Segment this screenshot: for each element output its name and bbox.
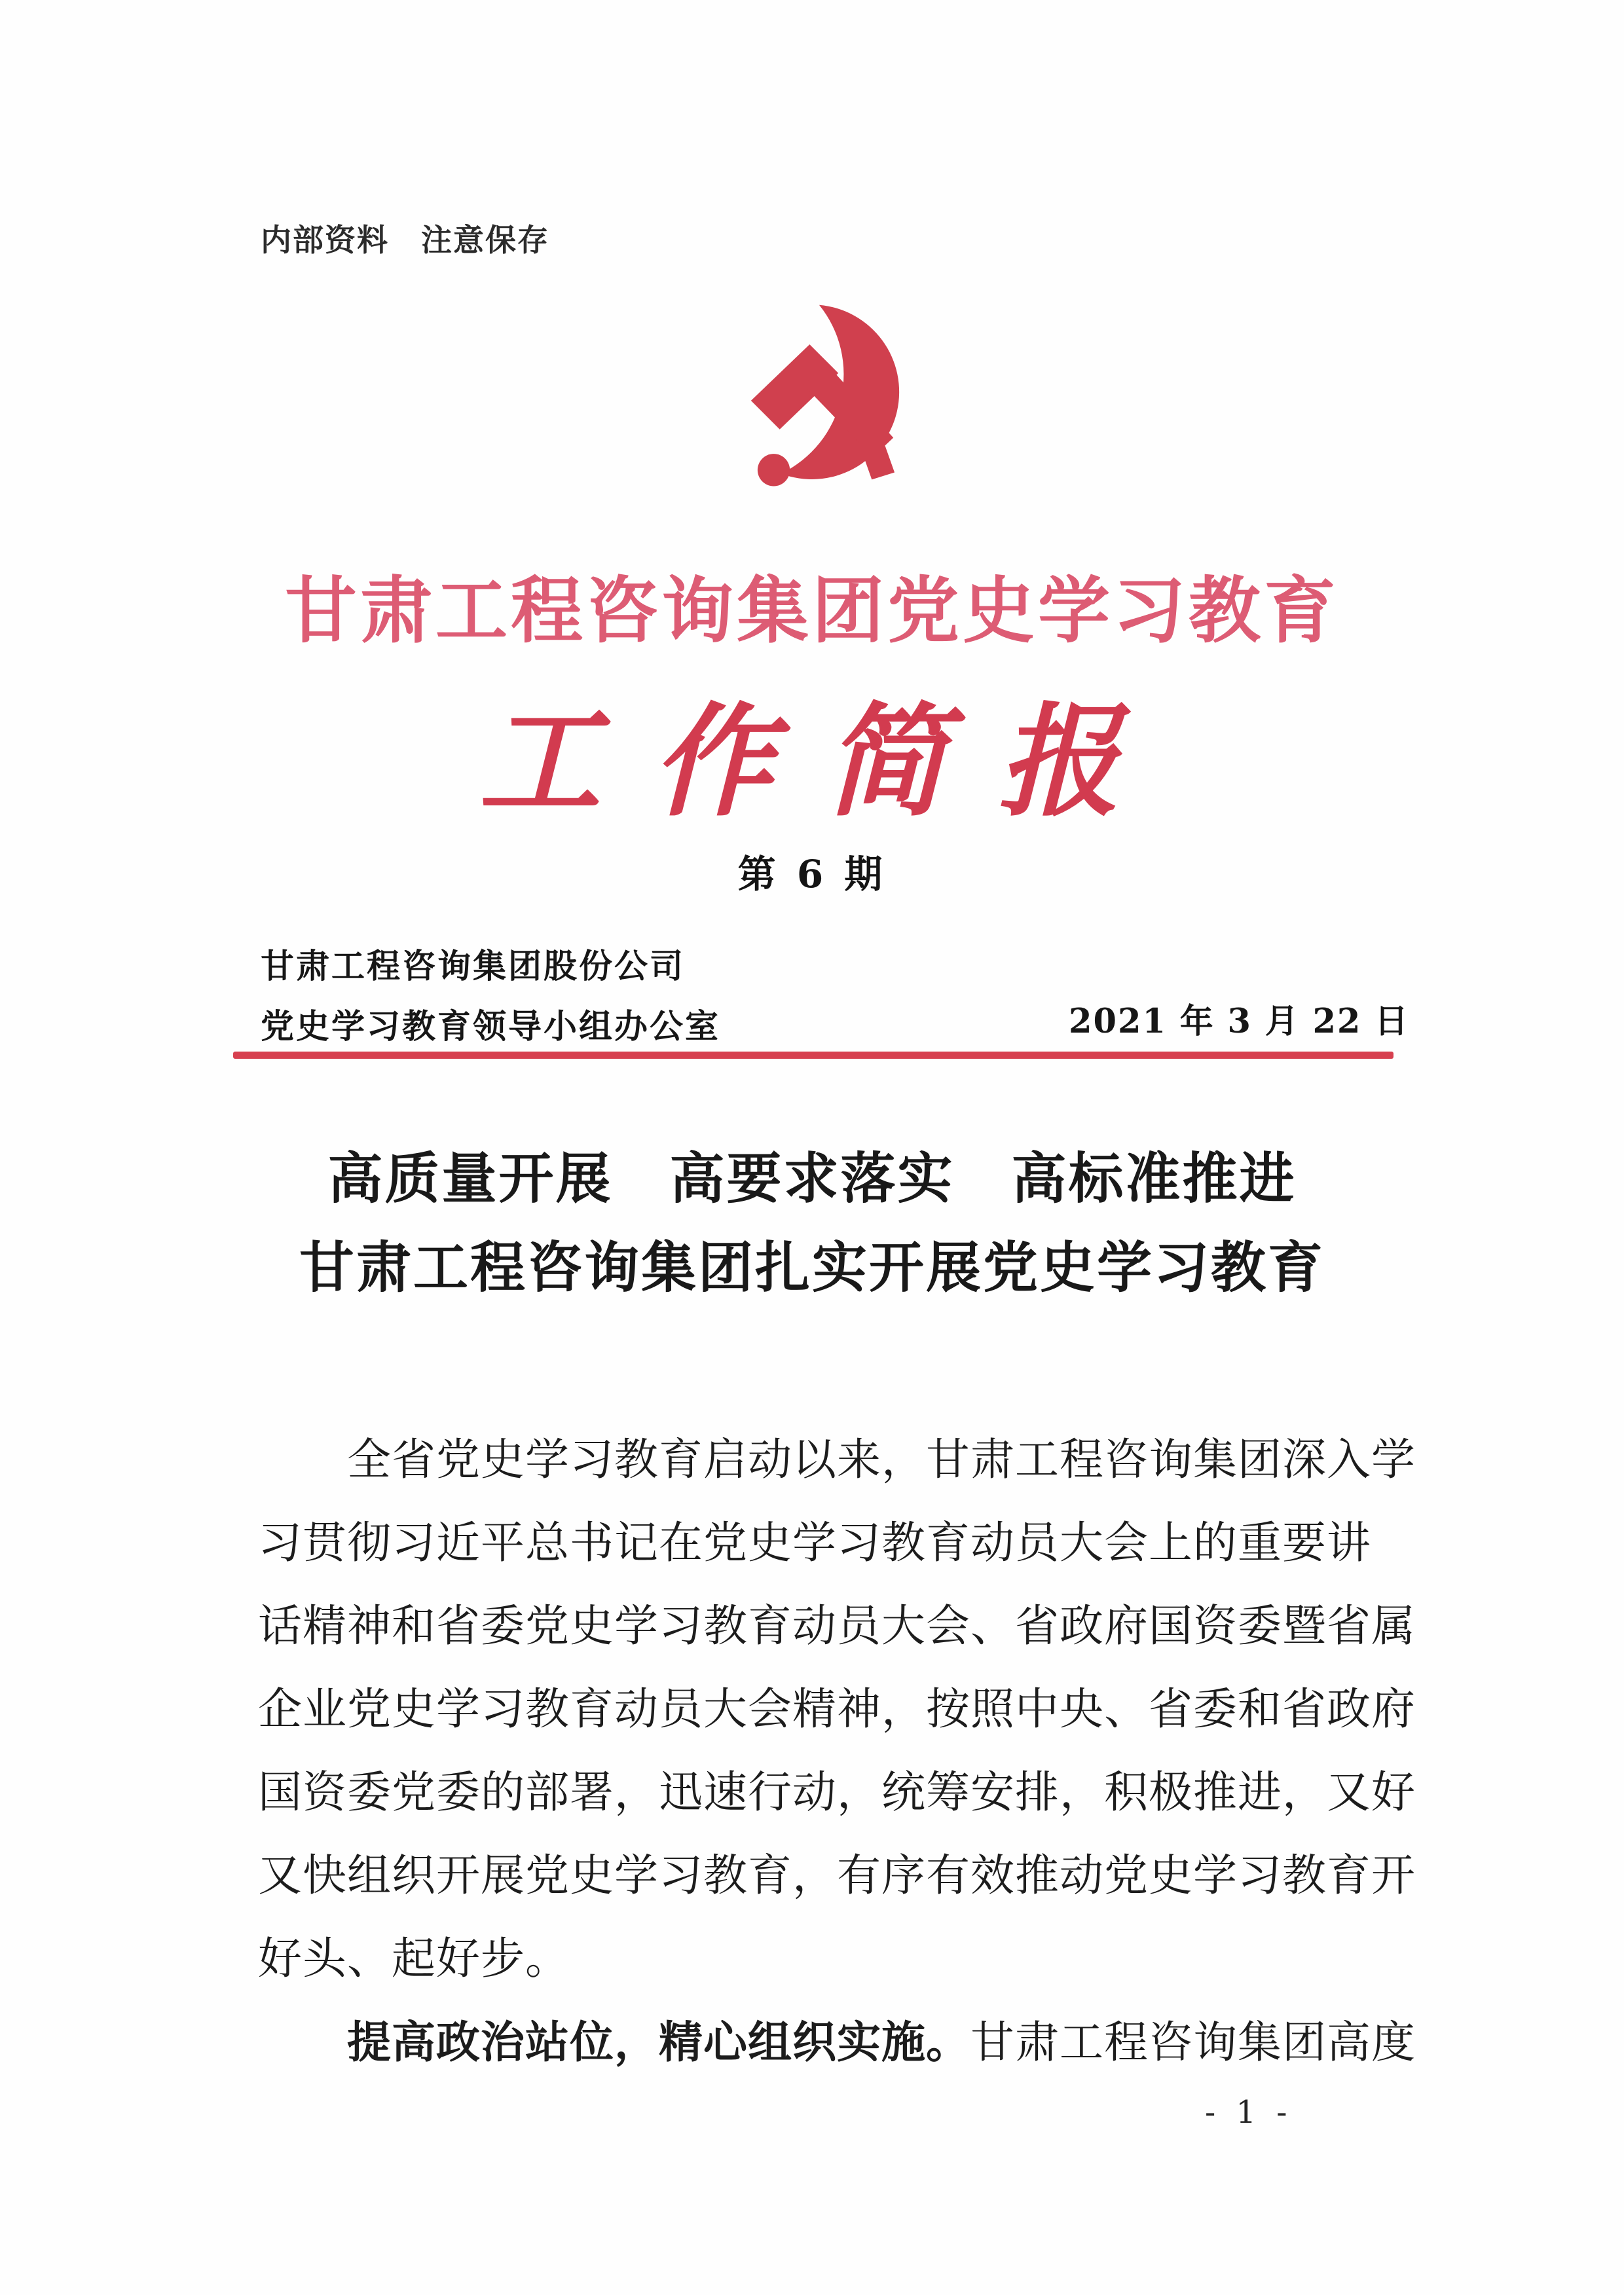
body-line: 习贯彻习近平总书记在党史学习教育动员大会上的重要讲 xyxy=(258,1517,1371,1568)
masthead-divider-rule xyxy=(233,1052,1393,1059)
headline-line-2: 甘肃工程咨询集团扎实开展党史学习教育 xyxy=(299,1235,1325,1300)
body-line: 话精神和省委党史学习教育动员大会、省政府国资委暨省属 xyxy=(258,1600,1416,1651)
masthead-org-title: 甘肃工程咨询集团党史学习教育 xyxy=(285,568,1339,653)
publisher-line-2: 党史学习教育领导小组办公室 xyxy=(261,1007,721,1046)
party-emblem-icon xyxy=(722,293,902,492)
body-line: 又快组织开展党史学习教育，有序有效推动党史学习教育开 xyxy=(258,1850,1416,1901)
masthead-bulletin-title: 工作简报 xyxy=(479,689,1171,833)
publisher-block xyxy=(261,936,720,1057)
paragraph-rest: 甘肃工程咨询集团高度 xyxy=(970,2017,1416,2068)
body-line xyxy=(258,2000,1416,2084)
body-line: 全省党史学习教育启动以来，甘肃工程咨询集团深入学 xyxy=(258,1434,1416,1485)
issue-date: 2021 年 3 月 22 日 xyxy=(1069,1002,1410,1041)
issue-number: 第 6 期 xyxy=(737,852,887,896)
page-number: - 1 - xyxy=(1205,2094,1293,2131)
confidential-notice: 内部资料 注意保存 xyxy=(261,223,549,257)
article-headline xyxy=(0,1134,1624,1312)
headline-line-1: 高质量开展 高要求落实 高标准推进 xyxy=(327,1146,1297,1211)
body-line: 好头、起好步。 xyxy=(258,1933,570,1984)
publisher-line-1: 甘肃工程咨询集团股份公司 xyxy=(261,947,686,986)
paragraph-lead: 提高政治站位，精心组织实施。 xyxy=(258,2016,970,2068)
article-body xyxy=(258,1418,1416,2084)
body-line: 企业党史学习教育动员大会精神，按照中央、省委和省政府 xyxy=(258,1683,1416,1735)
body-line: 国资委党委的部署，迅速行动，统筹安排，积极推进，又好 xyxy=(258,1767,1416,1818)
